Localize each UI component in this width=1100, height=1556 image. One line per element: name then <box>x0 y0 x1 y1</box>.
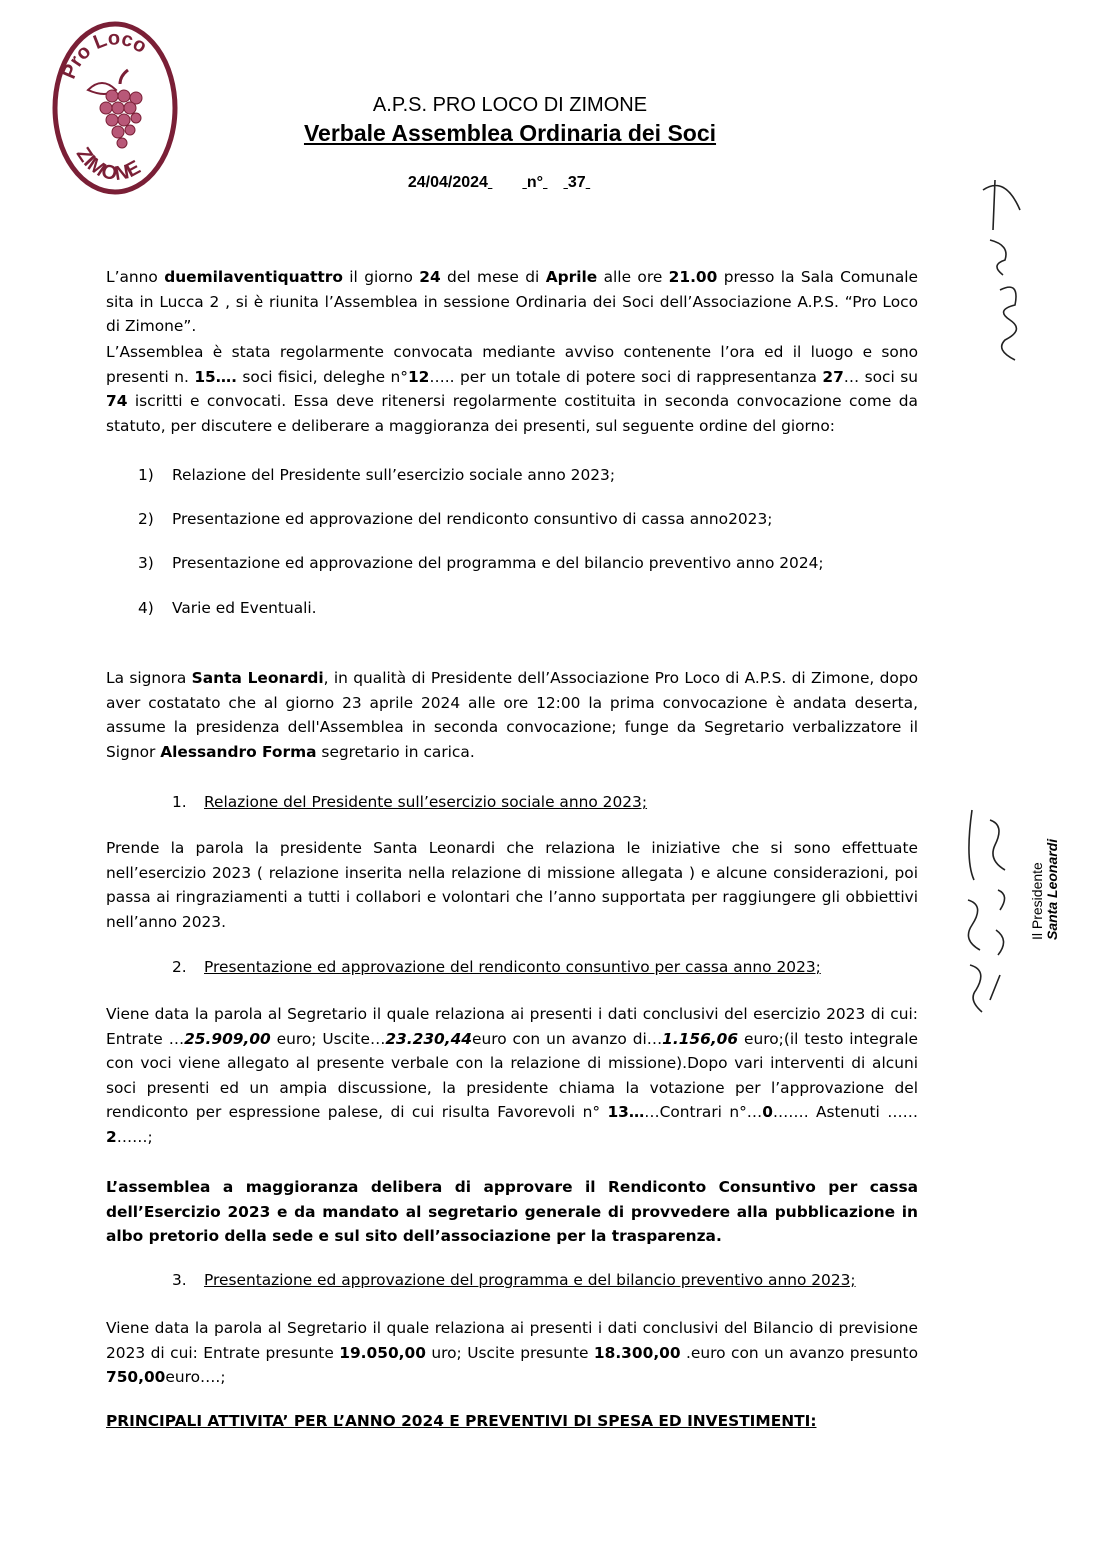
number-label: n° <box>526 174 543 191</box>
text-span: , in qualità di Presidente dell’Associazione Pro Loco di A.P.S. di Zimone, dopo aver costatato che al giorno 23 aprile 2024 alle ore 12:00 la prima convocazione è andata deserta, assume la presidenza dell'Assemblea in seconda convocazione; funge da Segretario verbalizzatore il Signor <box>106 669 918 761</box>
agenda-text: Presentazione ed approvazione del programma e del bilancio preventivo anno 2024; <box>172 554 824 572</box>
text-span: L’Assemblea è stata regolarmente convocata mediante avviso contenente l’ora ed il luogo e sono presenti n. <box>106 343 918 386</box>
text-span: Viene data la parola al Segretario il quale relaziona ai presenti i dati conclusivi del esercizio 2023 di cui: Entrate … <box>106 1005 918 1048</box>
text-span: La signora <box>106 669 192 687</box>
agenda-number: 4) <box>138 599 154 617</box>
text-span: presso la Sala Comunale sita in Lucca 2 , si è riunita l’Assemblea in sessione Ordinaria dei Soci dell’Associazione A.P.S. “Pro Loco di Zimone”. <box>106 268 918 336</box>
text-span: ……. Astenuti …… <box>772 1103 919 1122</box>
meeting-date: 24/04/2024 <box>407 174 488 191</box>
intro-paragraph-2 <box>106 340 918 438</box>
month: Aprile <box>545 268 598 286</box>
text-span: L’anno <box>106 268 165 286</box>
agenda-item <box>138 554 824 572</box>
section-3-text <box>106 1316 918 1390</box>
text-span: il giorno <box>342 268 420 286</box>
section-3-heading <box>172 1271 856 1289</box>
expenses-amount: 18.300,00 <box>593 1343 681 1362</box>
signature-role: Il Presidente <box>1029 862 1045 940</box>
income-amount: 25.909,00 <box>184 1029 271 1048</box>
president-name: Santa Leonardi <box>191 669 324 687</box>
surplus-amount: 750,00 <box>106 1368 166 1387</box>
abstained-count: 2 <box>106 1127 117 1146</box>
text-span: euro con un avanzo di… <box>472 1029 663 1048</box>
agenda-number: 1) <box>138 466 154 484</box>
pro-loco-logo <box>50 18 180 198</box>
text-span: euro; Uscite… <box>270 1029 386 1048</box>
organization-name: A.P.S. PRO LOCO DI ZIMONE <box>372 94 648 116</box>
section-1-heading <box>172 793 647 811</box>
section-title: Presentazione ed approvazione del programma e del bilancio preventivo anno 2023; <box>204 1271 856 1289</box>
meeting-number: 37 <box>567 174 586 191</box>
time: 21.00 <box>668 268 718 286</box>
text-span: uro; Uscite presunte <box>425 1343 594 1362</box>
text-span: alle ore <box>597 268 669 286</box>
text-span: euro….; <box>165 1368 226 1387</box>
text-span: soci fisici, deleghe n° <box>236 367 408 386</box>
signature-label <box>1030 839 1060 940</box>
logo-top-text: Pro Loco <box>57 27 151 83</box>
logo-bottom-text: ZIMONE <box>71 143 145 186</box>
signature-name: Santa Leonardi <box>1044 838 1060 940</box>
expenses-amount: 23.230,44 <box>385 1029 472 1048</box>
signature-president <box>960 800 1080 1020</box>
members-count: 74 <box>106 392 128 411</box>
agenda-number: 2) <box>138 510 154 528</box>
section-number: 1. <box>172 793 187 811</box>
section-1-text: Prende la parola la presidente Santa Leonardi che relaziona le iniziative che si sono effettuate nell’esercizio 2023 ( relazione inserita nella relazione di missione allegata ) e alcune considerazioni, poi passa ai ringraziamenti a tutti i collabori e volontari che l’anno supportata per raggiungere gli obbiettivi nell’anno 2023. <box>106 839 918 931</box>
day: 24 <box>419 268 441 286</box>
signature-secretary <box>975 170 1035 370</box>
favor-count: 13… <box>607 1103 645 1122</box>
text-span: Viene data la parola al Segretario il quale relaziona ai presenti i dati conclusivi del Bilancio di previsione 2023 di cui: Entrate presunte <box>106 1319 918 1362</box>
agenda-number: 3) <box>138 554 154 572</box>
text-span: … soci su <box>843 367 918 386</box>
secretary-name: Alessandro Forma <box>160 742 317 761</box>
present-count: 15…. <box>194 367 237 386</box>
agenda-item <box>138 466 615 484</box>
text-span: del mese di <box>440 268 546 286</box>
agenda-text: Relazione del Presidente sull’esercizio sociale anno 2023; <box>172 466 616 484</box>
text-span: segretario in carica. <box>316 742 475 761</box>
text-span: …Contrari n°… <box>644 1103 763 1122</box>
agenda-item <box>138 510 772 528</box>
against-count: 0 <box>762 1103 773 1122</box>
text-span: euro;(il testo integrale con voci viene allegato al presente verbale con la relazione di missione).Dopo vari interventi di alcuni soci presenti ed un ampia discussione, la presidente chiama la votazione per l’approvazione del rendiconto per espressione palese, di cui risulta Favorevoli n° <box>106 1029 919 1122</box>
section-number: 3. <box>172 1271 187 1289</box>
section-2-text <box>106 1002 918 1150</box>
agenda-item <box>138 599 317 617</box>
surplus-amount: 1.156,06 <box>662 1029 739 1048</box>
section-number: 2. <box>172 958 187 976</box>
text-span: ……; <box>116 1127 153 1146</box>
agenda-text: Presentazione ed approvazione del rendiconto consuntivo di cassa anno2023; <box>172 510 773 528</box>
text-span: iscritti e convocati. Essa deve ritenersi regolarmente costituita in seconda convocazione come da statuto, per discutere e deliberare a maggioranza dei presenti, sul seguente ordine del giorno: <box>106 392 918 435</box>
document-title: Verbale Assemblea Ordinaria dei Soci <box>303 120 717 146</box>
section-title: Relazione del Presidente sull’esercizio sociale anno 2023; <box>204 793 648 811</box>
date-line <box>200 174 820 192</box>
year-words: duemilaventiquattro <box>164 268 343 286</box>
section-title: Presentazione ed approvazione del rendiconto consuntivo per cassa anno 2023; <box>204 958 821 976</box>
total-count: 27 <box>822 367 844 386</box>
text-span: ….. per un totale di potere soci di rappresentanza <box>429 367 823 386</box>
intro-paragraph-1 <box>106 265 918 339</box>
section-2-heading <box>172 958 821 976</box>
principal-activities-heading: PRINCIPALI ATTIVITA’ PER L’ANNO 2024 E PREVENTIVI DI SPESA ED INVESTIMENTI: <box>106 1412 817 1430</box>
agenda-text: Varie ed Eventuali. <box>172 599 317 617</box>
delegates-count: 12 <box>407 367 430 386</box>
text-span: .euro con un avanzo presunto <box>680 1343 918 1362</box>
income-amount: 19.050,00 <box>339 1343 426 1362</box>
deliberation-paragraph: L’assemblea a maggioranza delibera di approvare il Rendiconto Consuntivo per cassa dell’Esercizio 2023 e da mandato al segretario generale di provvedere alla pubblicazione in albo pretorio della sede e sul sito dell’associazione per la trasparenza. <box>106 1178 918 1246</box>
presidency-paragraph <box>106 666 918 764</box>
